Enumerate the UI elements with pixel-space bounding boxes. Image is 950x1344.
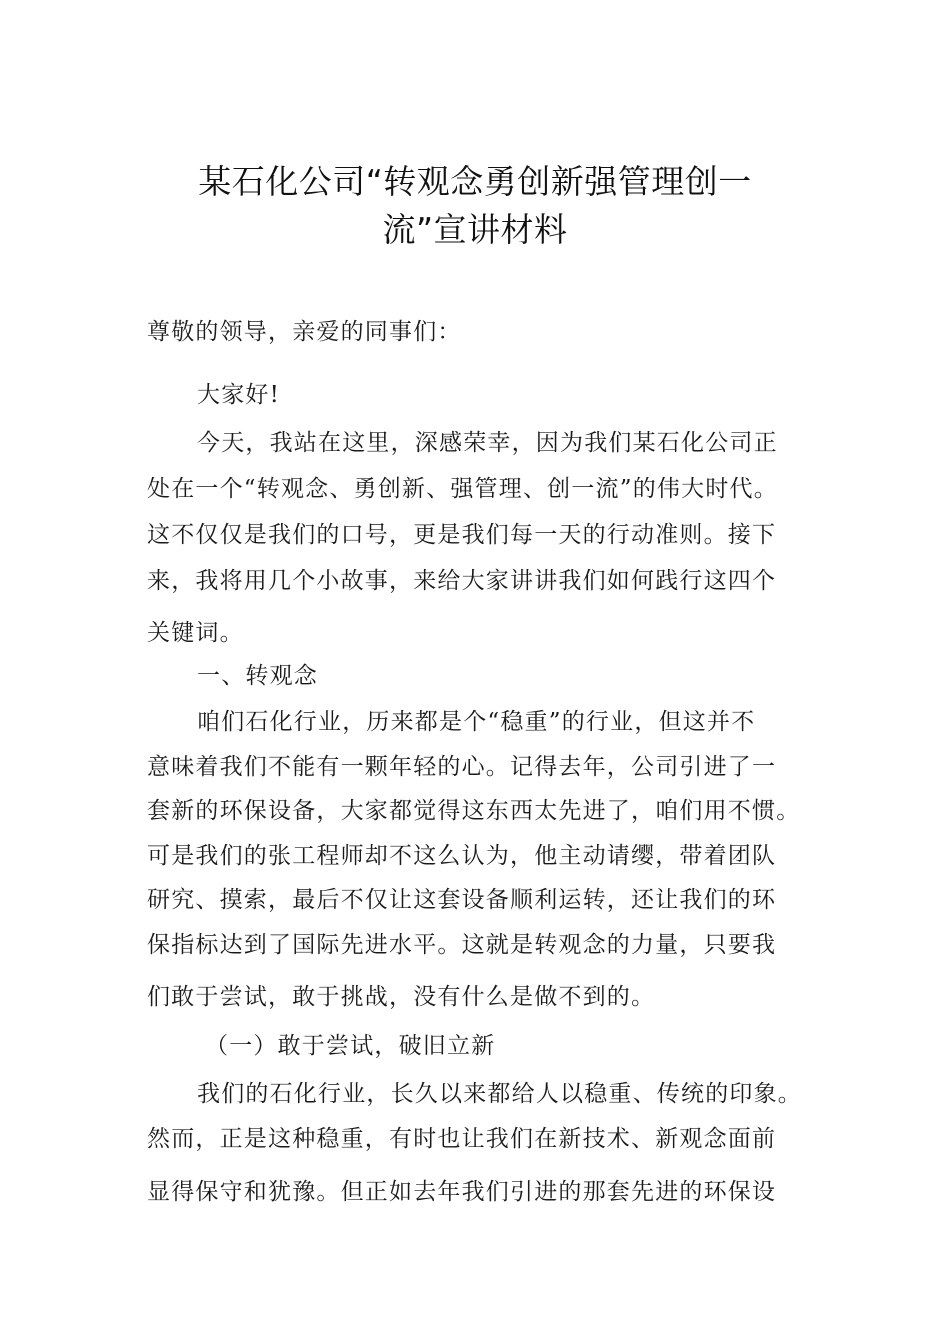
section-one-line: 们敢于尝试，敢于挑战，没有什么是做不到的。 (147, 984, 656, 1010)
section-one-line: 套新的环保设备，大家都觉得这东西太先进了，咱们用不惯。 (147, 798, 801, 824)
section-one-heading: 一、转观念 (197, 663, 318, 689)
intro-line: 这不仅仅是我们的口号，更是我们每一天的行动准则。接下 (147, 522, 777, 548)
subsection-heading-paragraph (147, 1024, 861, 1069)
section-one-line: 咱们石化行业，历来都是个“稳重”的行业，但这并不 (197, 709, 756, 735)
greeting-line: 尊敬的领导，亲爱的同事们： (147, 319, 462, 345)
subsection-line: 然而，正是这种稳重，有时也让我们在新技术、新观念面前 (147, 1126, 777, 1152)
intro-line: 处在一个“转观念、勇创新、强管理、创一流”的伟大时代。 (147, 476, 778, 502)
greeting-paragraph (147, 310, 803, 355)
intro-line: 来，我将用几个小故事，来给大家讲讲我们如何践行这四个 (147, 568, 777, 594)
section-one-paragraph (147, 700, 803, 1020)
section-one-line: 可是我们的张工程师却不这么认为，他主动请缨，带着团队 (147, 842, 777, 869)
intro-line: 关键词。 (147, 620, 244, 646)
document-title (150, 158, 800, 254)
hello-paragraph (147, 373, 853, 418)
subsection-line: 显得保守和犹豫。但正如去年我们引进的那套先进的环保设 (147, 1179, 777, 1205)
intro-paragraph (147, 420, 803, 656)
section-one-line: 意味着我们不能有一颗年轻的心。记得去年，公司引进了一 (147, 753, 777, 780)
subsection-paragraph (147, 1072, 803, 1215)
section-one-line: 保指标达到了国际先进水平。这就是转观念的力量，只要我 (147, 931, 777, 958)
intro-line: 今天，我站在这里，深感荣幸，因为我们某石化公司正 (197, 430, 778, 456)
hello-line: 大家好! (197, 382, 281, 408)
subsection-line: 我们的石化行业，长久以来都给人以稳重、传统的印象。 (197, 1081, 802, 1107)
section-one-line: 研究、摸索，最后不仅让这套设备顺利运转，还让我们的环 (147, 887, 777, 913)
title-line: 流”宣讲材料 (382, 210, 568, 249)
title-line: 某石化公司“转观念勇创新强管理创一 (198, 162, 752, 201)
subsection-heading: （一）敢于尝试，破旧立新 (205, 1033, 496, 1059)
section-heading (147, 654, 853, 699)
